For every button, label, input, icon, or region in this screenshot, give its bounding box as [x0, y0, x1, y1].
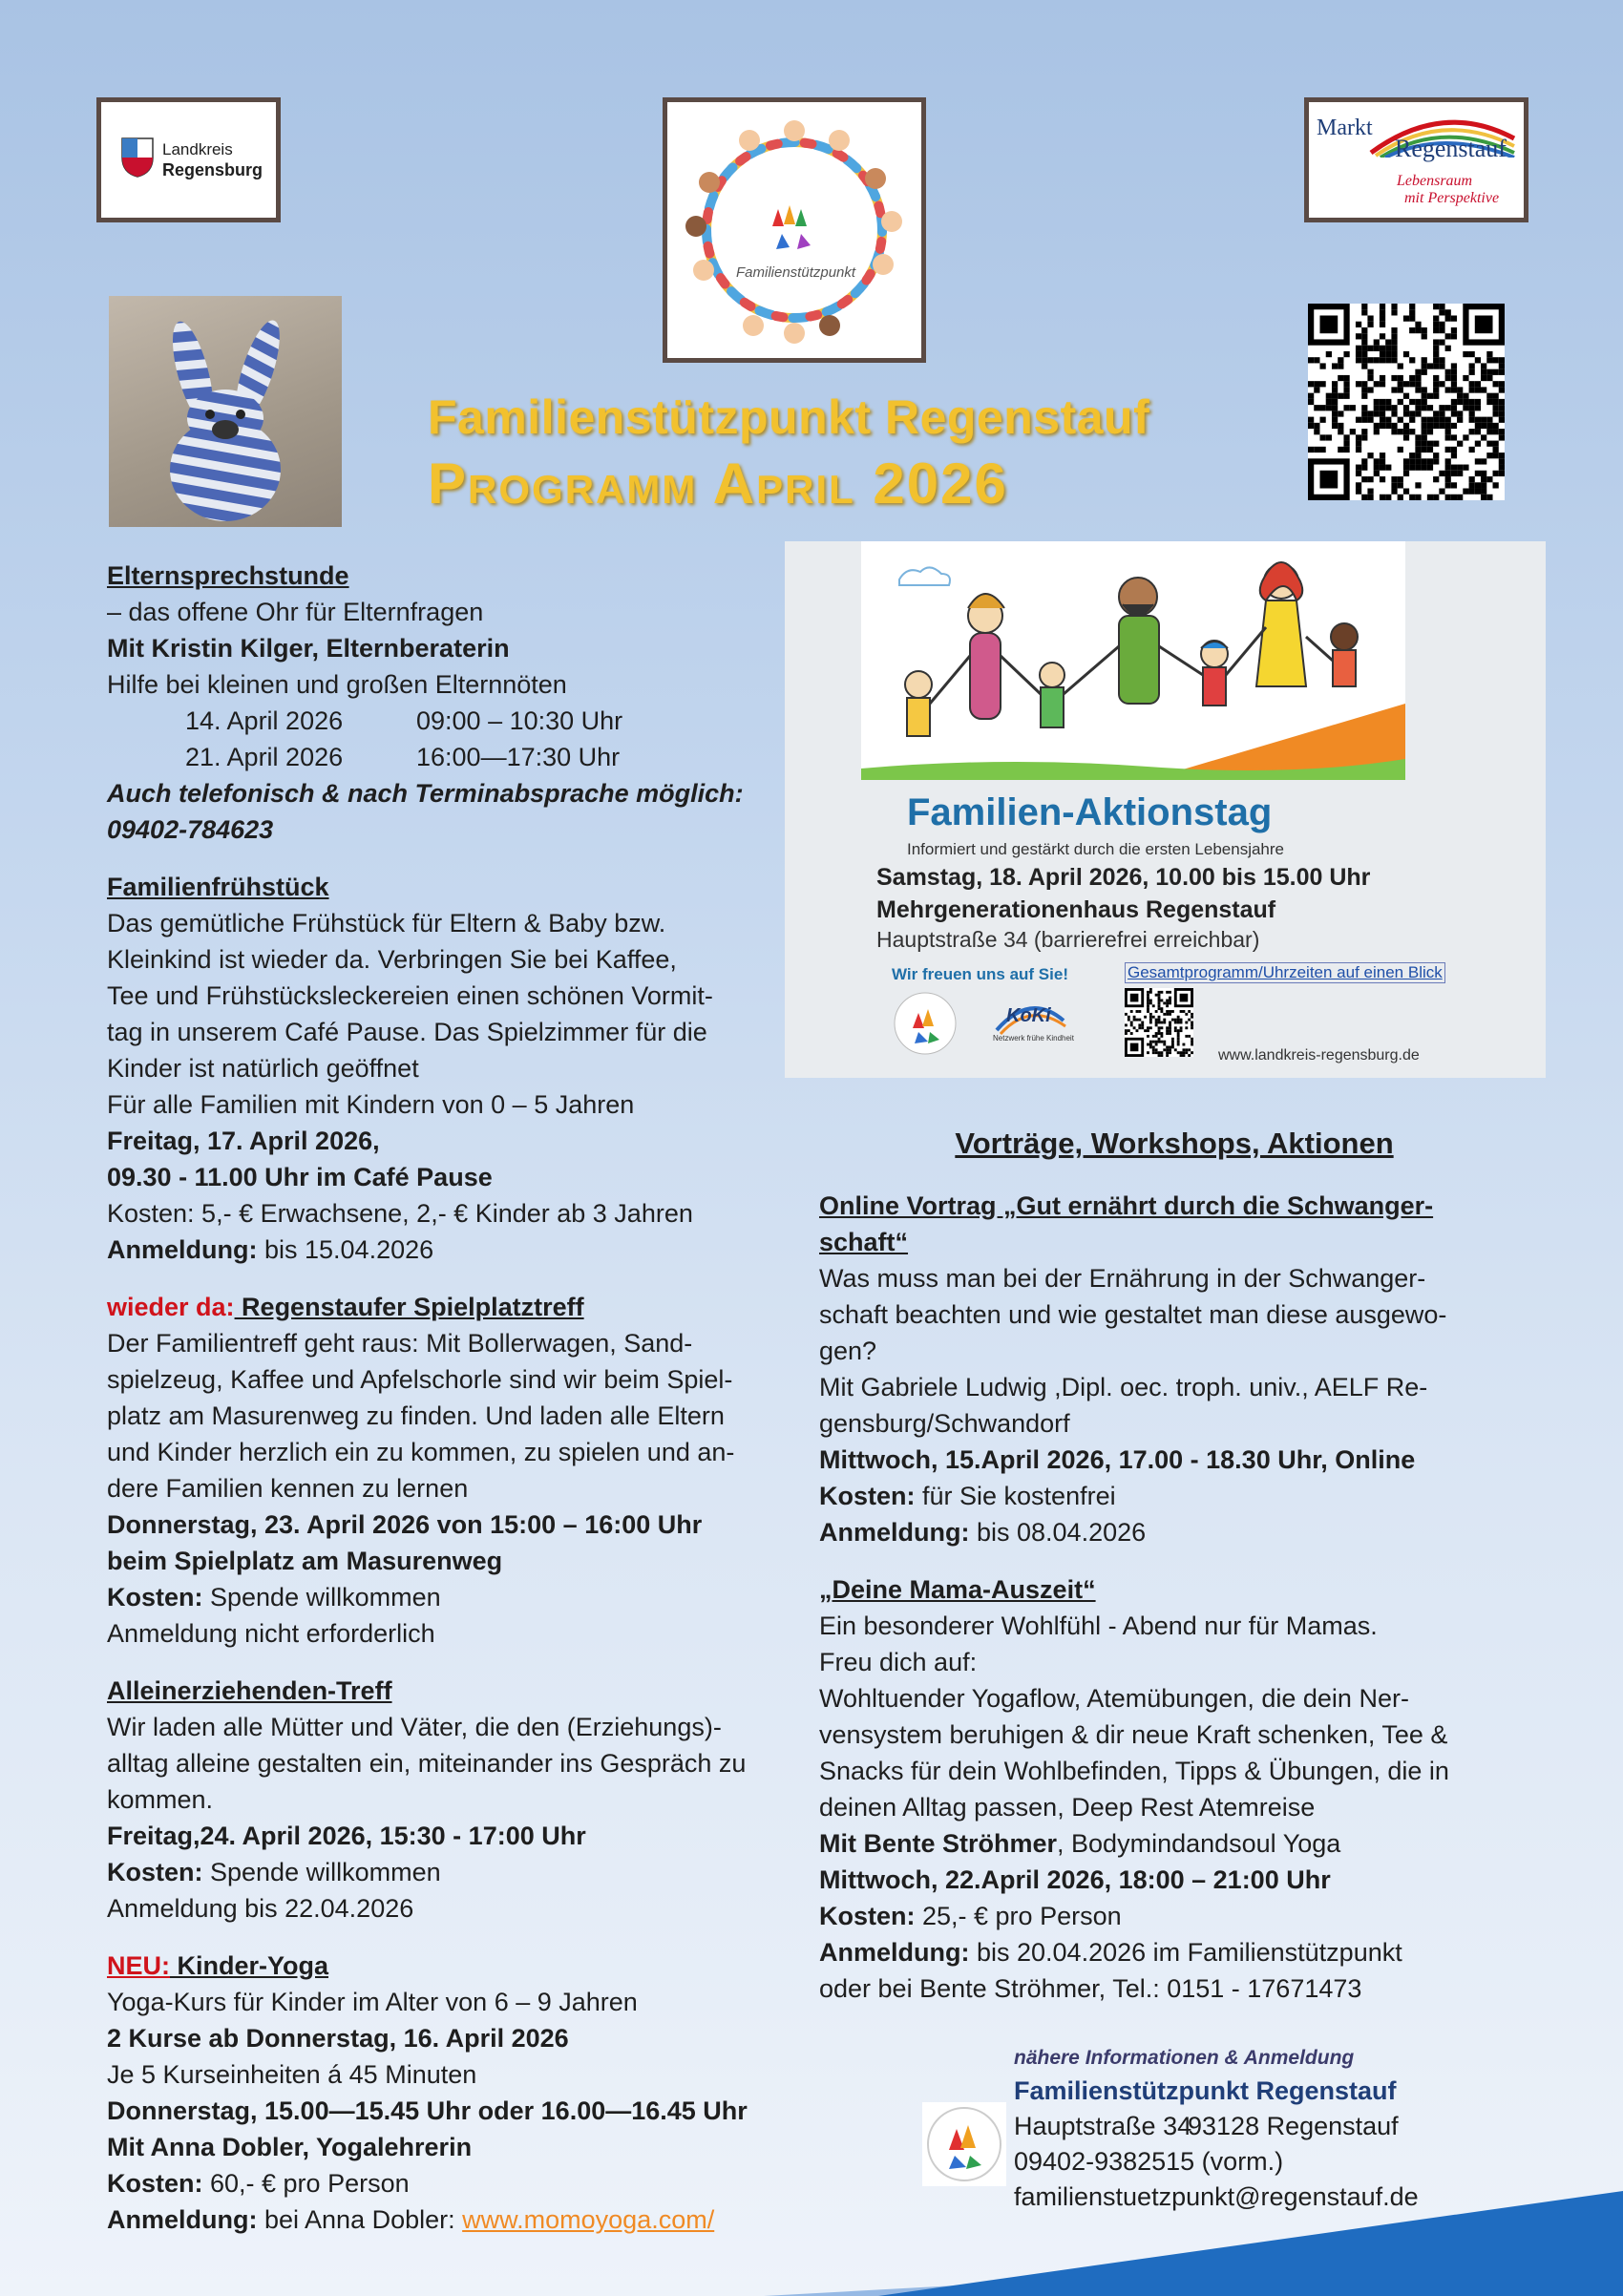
elternsprechstunde-heading: Elternsprechstunde — [107, 561, 349, 590]
familienstuetzpunkt-logo — [663, 97, 926, 363]
footer-note: nähere Informationen & Anmeldung — [1014, 2047, 1355, 2069]
footer-contact — [1014, 2074, 1419, 2215]
appointment-date: 14. April 2026 — [185, 706, 344, 735]
appointment-time: 09:00 – 10:30 Uhr — [416, 706, 623, 735]
fruehstueck-heading: Familienfrühstück — [107, 873, 329, 901]
value: , Bodymindandsoul Yoga — [1057, 1829, 1341, 1858]
text-line: Der Familientreff geht raus: Mit Bollerwagen, Sand- — [107, 1329, 693, 1358]
alleinerziehend-heading: Alleinerziehenden-Treff — [107, 1676, 392, 1705]
text-line: Mit Gabriele Ludwig ,Dipl. oec. troph. univ., AELF Re- — [819, 1373, 1428, 1401]
flyer-program-link[interactable]: Gesamtprogramm/Uhrzeiten auf einen Blick — [1125, 962, 1445, 983]
label: Kosten: — [107, 2169, 203, 2198]
text-line: tag in unserem Café Pause. Das Spielzimmer für die — [107, 1018, 707, 1046]
section-heading: Vorträge, Workshops, Aktionen — [955, 1127, 1394, 1160]
text-line: Donnerstag, 15.00—15.45 Uhr oder 16.00—16.45 Uhr — [107, 2096, 748, 2125]
children-circle-icon — [667, 102, 921, 358]
footer-phone[interactable]: 09402-9382515 (vorm.) — [1014, 2147, 1284, 2176]
flyer-subtitle: Informiert und gestärkt durch die ersten Lebensjahre — [907, 840, 1285, 858]
koki-logo-subtext: Netzwerk frühe Kindheit — [993, 1034, 1074, 1043]
text-line: und Kinder herzlich ein zu kommen, zu spielen und an- — [107, 1438, 735, 1466]
footer-hands-logo-icon — [922, 2102, 1006, 2186]
label: Mit Bente Ströhmer — [819, 1829, 1058, 1858]
text-line: Kosten: 5,- € Erwachsene, 2,- € Kinder ab 3 Jahren — [107, 1199, 693, 1228]
footer-address — [1014, 2109, 1419, 2144]
landkreis-line1: Landkreis — [162, 140, 233, 158]
value: 25,- € pro Person — [915, 1902, 1122, 1930]
flyer-qr-code[interactable] — [1125, 988, 1193, 1057]
text-line: Hilfe bei kleinen und großen Elternnöten — [107, 670, 567, 699]
yoga-heading — [107, 1948, 748, 1984]
landkreis-logo — [96, 97, 281, 222]
text-line — [819, 1898, 1449, 1934]
vortrag-heading: Online Vortrag „Gut ernährt durch die Schwanger- — [819, 1191, 1434, 1220]
label: Kosten: — [107, 1583, 203, 1611]
prefix-label: NEU: — [107, 1951, 170, 1980]
text-line — [107, 1854, 748, 1890]
text-line: Auch telefonisch & nach Terminabsprache möglich: — [107, 779, 744, 808]
coat-of-arms-icon — [120, 137, 155, 179]
familienstuetzpunkt-logo-text: Familienstützpunkt — [736, 264, 856, 281]
markt-line1: Markt — [1317, 116, 1373, 140]
text-line: Je 5 Kurseinheiten á 45 Minuten — [107, 2060, 477, 2089]
text-line — [819, 1825, 1449, 1862]
flyer-place: Mehrgenerationenhaus Regenstauf — [876, 896, 1276, 923]
flyer-date: Samstag, 18. April 2026, 10.00 bis 15.00 Uhr — [876, 864, 1371, 891]
family-illustration-icon — [861, 541, 1405, 780]
text-line: beim Spielplatz am Masurenweg — [107, 1547, 503, 1575]
flyer-title: Familien-Aktionstag — [907, 791, 1273, 833]
label: Kosten: — [107, 1858, 203, 1886]
prefix-label: wieder da: — [107, 1293, 235, 1321]
text-line — [819, 1478, 1449, 1514]
text-line: Ein besonderer Wohlfühl - Abend nur für Mamas. — [819, 1611, 1378, 1640]
left-column — [107, 558, 748, 2238]
value: 60,- € pro Person — [202, 2169, 410, 2198]
label: Anmeldung: — [107, 1235, 258, 1264]
landkreis-line2: Regensburg — [162, 160, 263, 179]
value: bei Anna Dobler: — [257, 2205, 463, 2234]
bunny-photo — [109, 296, 342, 527]
text-line: 2 Kurse ab Donnerstag, 16. April 2026 — [107, 2024, 569, 2053]
text-line: Donnerstag, 23. April 2026 von 15:00 – 16:00 Uhr — [107, 1510, 703, 1539]
text-line: schaft beachten und wie gestaltet man diese ausgewo- — [819, 1300, 1447, 1329]
text-line: Mit Anna Dobler, Yogalehrerin — [107, 2133, 473, 2161]
text-line: Das gemütliche Frühstück für Eltern & Baby bzw. — [107, 909, 666, 937]
vortrag-heading-cont: schaft“ — [819, 1228, 909, 1256]
label: Anmeldung: — [107, 2205, 258, 2234]
text-line: Mit Kristin Kilger, Elternberaterin — [107, 634, 510, 663]
appointment-time: 16:00—17:30 Uhr — [416, 743, 621, 771]
label: Kosten: — [819, 1902, 916, 1930]
text-line: vensystem beruhigen & dir neue Kraft schenken, Tee & — [819, 1720, 1448, 1749]
text-line: platz am Masurenweg zu finden. Und laden alle Eltern — [107, 1401, 725, 1430]
momoyoga-link[interactable]: www.momoyoga.com/ — [462, 2205, 715, 2234]
footer-name: Familienstützpunkt Regenstauf — [1014, 2076, 1397, 2105]
text-line: Was muss man bei der Ernährung in der Schwanger- — [819, 1264, 1426, 1293]
qr-code-icon — [1308, 304, 1505, 500]
text-line: spielzeug, Kaffee und Apfelschorle sind wir beim Spiel- — [107, 1365, 733, 1394]
footer-street: Hauptstraße 34 — [1014, 2112, 1192, 2140]
bunny-figure-icon — [109, 296, 342, 527]
text-line: Anmeldung nicht erforderlich — [107, 1619, 435, 1648]
footer-city: 93128 Regenstauf — [1188, 2112, 1399, 2140]
text-line: kommen. — [107, 1785, 214, 1814]
program-subtitle: Programm April 2026 — [428, 452, 1008, 516]
text-line: alltag alleine gestalten ein, miteinander ins Gespräch zu — [107, 1749, 747, 1778]
text-line — [107, 1232, 748, 1268]
text-line: Für alle Familien mit Kindern von 0 – 5 Jahren — [107, 1090, 635, 1119]
text-line — [107, 2165, 748, 2201]
text-line: Snacks für dein Wohlbefinden, Tipps & Übungen, die in — [819, 1757, 1449, 1785]
text-line — [819, 1934, 1449, 1970]
text-line: – das offene Ohr für Elternfragen — [107, 598, 484, 626]
text-line: Kinder ist natürlich geöffnet — [107, 1054, 419, 1083]
footer-email[interactable]: familienstuetzpunkt@regenstauf.de — [1014, 2182, 1419, 2211]
qr-code-icon — [1125, 988, 1193, 1057]
text-line: Freitag, 17. April 2026, — [107, 1127, 380, 1155]
text-line: oder bei Bente Ströhmer, Tel.: 0151 - 17671473 — [819, 1974, 1362, 2003]
heading: Regenstaufer Spielplatztreff — [234, 1293, 584, 1321]
hands-logo-icon — [892, 990, 959, 1057]
value: Spende willkommen — [202, 1583, 441, 1611]
text-line: gen? — [819, 1337, 877, 1365]
flyer-website[interactable]: www.landkreis-regensburg.de — [1218, 1047, 1420, 1064]
spielplatz-heading — [107, 1289, 748, 1325]
flyer-illustration — [861, 541, 1405, 780]
flyer-address: Hauptstraße 34 (barrierefrei erreichbar) — [876, 927, 1260, 952]
markt-line4: mit Perspektive — [1404, 190, 1500, 206]
text-line: Freitag,24. April 2026, 15:30 - 17:00 Uhr — [107, 1822, 586, 1850]
markt-line3: Lebensraum — [1397, 173, 1473, 189]
appointment-row — [107, 703, 748, 739]
value: Spende willkommen — [202, 1858, 441, 1886]
phone-number[interactable]: 09402-784623 — [107, 815, 274, 844]
text-line: Kleinkind ist wieder da. Verbringen Sie bei Kaffee, — [107, 945, 677, 974]
mama-heading: „Deine Mama-Auszeit“ — [819, 1575, 1096, 1604]
appointment-date: 21. April 2026 — [185, 743, 344, 771]
text-line: Anmeldung bis 22.04.2026 — [107, 1894, 414, 1923]
text-line: deinen Alltag passen, Deep Rest Atemreise — [819, 1793, 1316, 1822]
appointment-row — [107, 739, 748, 775]
markt-line2: Regenstauf — [1395, 135, 1507, 162]
aktionstag-flyer — [785, 541, 1546, 1078]
label: Anmeldung: — [819, 1518, 970, 1547]
text-line: 09.30 - 11.00 Uhr im Café Pause — [107, 1163, 493, 1191]
text-line — [107, 1579, 748, 1615]
text-line: Yoga-Kurs für Kinder im Alter von 6 – 9 Jahren — [107, 1988, 638, 2016]
text-line: Tee und Frühstücksleckereien einen schönen Vormit- — [107, 981, 713, 1010]
text-line: dere Familien kennen zu lernen — [107, 1474, 469, 1503]
text-line: Wohltuender Yogaflow, Atemübungen, die dein Ner- — [819, 1684, 1409, 1713]
right-column — [819, 1188, 1449, 2007]
markt-regenstauf-logo — [1304, 97, 1528, 222]
text-line: Mittwoch, 22.April 2026, 18:00 – 21:00 Uhr — [819, 1865, 1331, 1894]
value: bis 15.04.2026 — [257, 1235, 434, 1264]
text-line: Mittwoch, 15.April 2026, 17.00 - 18.30 Uhr, Online — [819, 1445, 1416, 1474]
value: für Sie kostenfrei — [915, 1482, 1116, 1510]
flyer-welcome: Wir freuen uns auf Sie! — [892, 965, 1068, 983]
label: Anmeldung: — [819, 1938, 970, 1967]
text-line — [819, 1514, 1449, 1550]
text-line: Freu dich auf: — [819, 1648, 978, 1676]
label: Kosten: — [819, 1482, 916, 1510]
program-title: Familienstützpunkt Regenstauf — [428, 390, 1150, 444]
heading: Kinder-Yoga — [170, 1951, 329, 1980]
koki-logo-text: KoKi — [1006, 1005, 1051, 1026]
text-line: Wir laden alle Mütter und Väter, die den (Erziehungs)- — [107, 1713, 722, 1741]
text-line — [107, 2201, 748, 2238]
qr-code-top[interactable] — [1308, 304, 1505, 500]
text-line: gensburg/Schwandorf — [819, 1409, 1070, 1438]
value: bis 08.04.2026 — [969, 1518, 1147, 1547]
value: bis 20.04.2026 im Familienstützpunkt — [969, 1938, 1402, 1967]
